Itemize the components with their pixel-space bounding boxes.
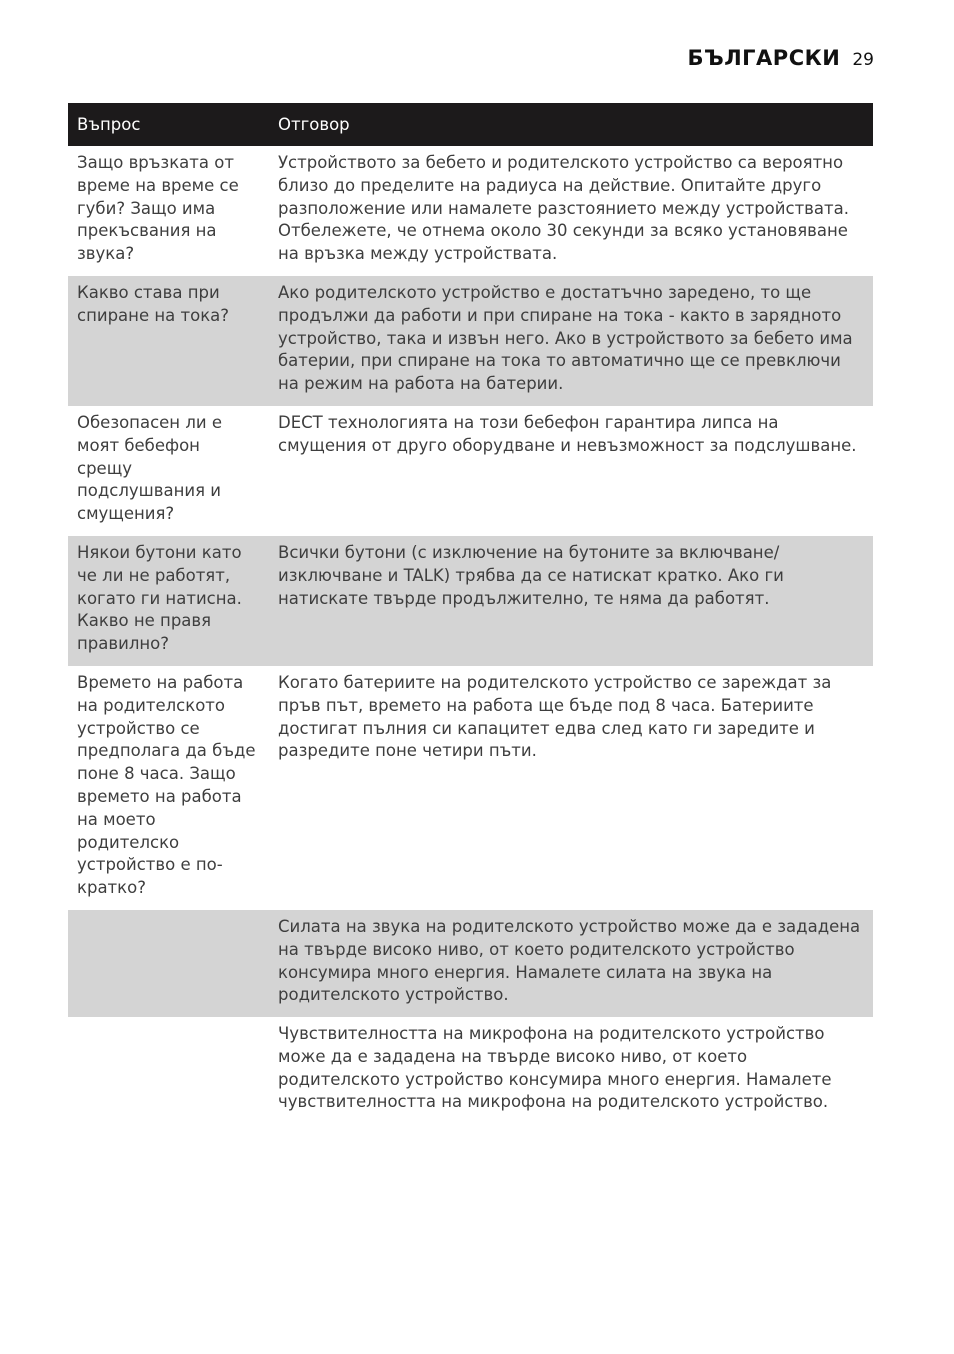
column-header-question: Въпрос — [68, 103, 269, 146]
question-cell — [68, 1017, 269, 1124]
answer-cell: DECT технологията на този бебефон гарантира липса на смущения от друго оборудване и невъзможност за подслушване. — [278, 412, 857, 455]
answer-cell: Когато батериите на родителското устройство се зареждат за пръв път, времето на работа ще бъде под 8 часа. Батериите достигат пълния си капацитет едва след като ги заредите и разредите поне четири пъти. — [278, 672, 832, 761]
table-row — [68, 276, 873, 406]
question-cell: Какво става при спиране на тока? — [68, 276, 269, 406]
answer-cell: Всички бутони (с изключение на бутоните за включване/изключване и TALK) трябва да се натискат кратко. Ако ги натискате твърде продължително, те няма да работят. — [269, 536, 873, 666]
question-cell: Защо връзката от време на време се губи? Защо има прекъсвания на звука? — [77, 153, 239, 264]
table-row — [68, 1017, 873, 1124]
language-title: БЪЛГАРСКИ — [687, 46, 841, 70]
table-row — [68, 910, 873, 1017]
answer-cell: Силата на звука на родителското устройство може да е зададена на твърде високо ниво, от което родителското устройство консумира много енергия. Намалете силата на звука на родителското устройство. — [269, 910, 873, 1017]
page-header — [688, 46, 875, 70]
question-cell — [68, 910, 269, 1017]
table-header-row — [68, 103, 873, 146]
table-row — [68, 406, 873, 536]
table-row — [68, 536, 873, 666]
table-row — [68, 146, 873, 276]
column-header-answer: Отговор — [269, 103, 873, 146]
table-row — [68, 666, 873, 910]
question-cell: Обезопасен ли е моят бебефон срещу подслушвания и смущения? — [77, 412, 223, 524]
troubleshooting-table — [68, 103, 873, 1124]
page-number: 29 — [852, 50, 874, 70]
answer-cell: Чувствителността на микрофона на родителското устройство може да е зададена на твърде високо ниво, от което родителското устройство консумира много енергия. Намалете чувствителността на микрофона на родителското устройство. — [278, 1024, 832, 1112]
answer-cell: Ако родителското устройство е достатъчно заредено, то ще продължи да работи и при спиране на тока - както в зарядното устройство, така и извън него. Ако в устройството за бебето има батерии, при спиране на тока то автоматично ще се превключи на режим на работа на батерии. — [269, 276, 873, 406]
question-cell: Времето на работа на родителското устройство се предполага да бъде поне 8 часа. Защо времето на работа на моето родителско устройство е по-кратко? — [77, 672, 256, 898]
answer-cell: Устройството за бебето и родителското устройство са вероятно близо до пределите на радиуса на действие. Опитайте друго разположение или намалете разстоянието между устройствата. Отбележете, че отнема около 30 секунди за всяко установяване на връзка между устройствата. — [278, 153, 849, 264]
question-cell: Някои бутони като че ли не работят, когато ги натисна. Какво не правя правилно? — [68, 536, 269, 666]
